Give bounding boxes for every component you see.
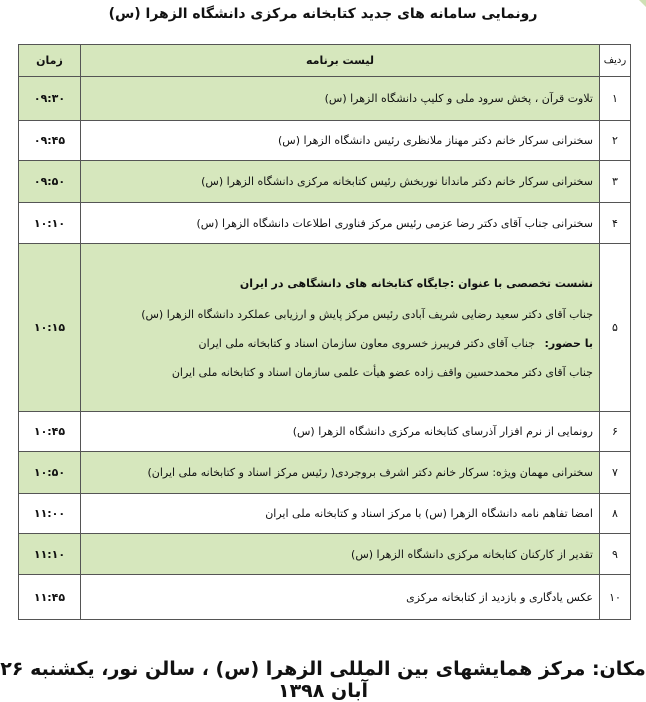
row-program: عکس یادگاری و بازدید از کتابخانه مرکزی xyxy=(81,575,600,620)
page-title: رونمایی سامانه های جدید کتابخانه مرکزی دانشگاه الزهرا (س) xyxy=(108,6,538,22)
row-program: امضا تفاهم نامه دانشگاه الزهرا (س) با مرکز اسناد و کتابخانه ملی ایران xyxy=(81,494,600,534)
table-row xyxy=(19,575,631,620)
row-time: ۱۰:۴۵ xyxy=(19,412,81,452)
panel-speaker-with-label xyxy=(81,337,593,350)
row-program: تقدیر از کارکنان کتابخانه مرکزی دانشگاه الزهرا (س) xyxy=(81,534,600,575)
table-row xyxy=(19,534,631,575)
row-index: ۱ xyxy=(600,77,631,121)
header-time: زمان xyxy=(19,45,81,77)
row-index: ۴ xyxy=(600,203,631,244)
row-program: سخنرانی سرکار خانم دکتر مهناز ملانظری رئیس دانشگاه الزهرا (س) xyxy=(81,121,600,161)
table-row xyxy=(19,452,631,494)
table-row xyxy=(19,494,631,534)
row-time: ۰۹:۵۰ xyxy=(19,161,81,203)
table-row xyxy=(19,77,631,121)
row-index: ۵ xyxy=(600,244,631,412)
panel-title: نشست تخصصی با عنوان :جایگاه کتابخانه های دانشگاهی در ایران xyxy=(239,276,593,290)
row-program: سخنرانی جناب آقای دکتر رضا عزمی رئیس مرکز فناوری اطلاعات دانشگاه الزهرا (س) xyxy=(81,203,600,244)
program-table xyxy=(18,44,631,620)
venue-footer: مکان: مرکز همایشهای بین المللی الزهرا (س) ، سالن نور، یکشنبه ۲۶ آبان ۱۳۹۸ xyxy=(0,658,646,702)
row-time: ۰۹:۴۵ xyxy=(19,121,81,161)
row-index: ۷ xyxy=(600,452,631,494)
row-program: رونمایی از نرم افزار آذرسای کتابخانه مرکزی دانشگاه الزهرا (س) xyxy=(81,412,600,452)
row-program: سخنرانی مهمان ویژه: سرکار خانم دکتر اشرف بروجردی( رئیس مرکز اسناد و کتابخانه ملی ایران) xyxy=(81,452,600,494)
row-index: ۸ xyxy=(600,494,631,534)
row-index: ۱۰ xyxy=(600,575,631,620)
row-index: ۲ xyxy=(600,121,631,161)
row-time: ۱۱:۱۰ xyxy=(19,534,81,575)
row-index: ۳ xyxy=(600,161,631,203)
row-time: ۱۱:۴۵ xyxy=(19,575,81,620)
row-program: تلاوت قرآن ، پخش سرود ملی و کلیپ دانشگاه الزهرا (س) xyxy=(81,77,600,121)
row-program: سخنرانی سرکار خانم دکتر ماندانا نوربخش رئیس کتابخانه مرکزی دانشگاه الزهرا (س) xyxy=(81,161,600,203)
table-row xyxy=(19,203,631,244)
row-time: ۱۰:۱۵ xyxy=(19,244,81,412)
row-time: ۱۰:۱۰ xyxy=(19,203,81,244)
table-row xyxy=(19,161,631,203)
header-program: لیست برنامه xyxy=(81,45,600,77)
panel-speaker: جناب آقای دکتر محمدحسین واقف زاده عضو هیأت علمی سازمان اسناد و کتابخانه ملی ایران xyxy=(171,365,593,379)
corner-decoration-icon xyxy=(636,0,646,10)
table-row xyxy=(19,121,631,161)
row-index: ۹ xyxy=(600,534,631,575)
row-index: ۶ xyxy=(600,412,631,452)
row-program-panel xyxy=(81,244,600,412)
row-time: ۱۰:۵۰ xyxy=(19,452,81,494)
panel-speaker: جناب آقای دکتر سعید رضایی شریف آبادی رئیس مرکز پایش و ارزیابی عملکرد دانشگاه الزهرا (س) xyxy=(141,307,593,321)
table-row-panel xyxy=(19,244,631,412)
with-label: با حضور: xyxy=(544,336,593,350)
table-header-row xyxy=(19,45,631,77)
row-time: ۱۱:۰۰ xyxy=(19,494,81,534)
row-time: ۰۹:۳۰ xyxy=(19,77,81,121)
header-index: ردیف xyxy=(600,45,631,77)
panel-speaker: جناب آقای دکتر فریبرز خسروی معاون سازمان اسناد و کتابخانه ملی ایران xyxy=(198,336,535,350)
table-row xyxy=(19,412,631,452)
